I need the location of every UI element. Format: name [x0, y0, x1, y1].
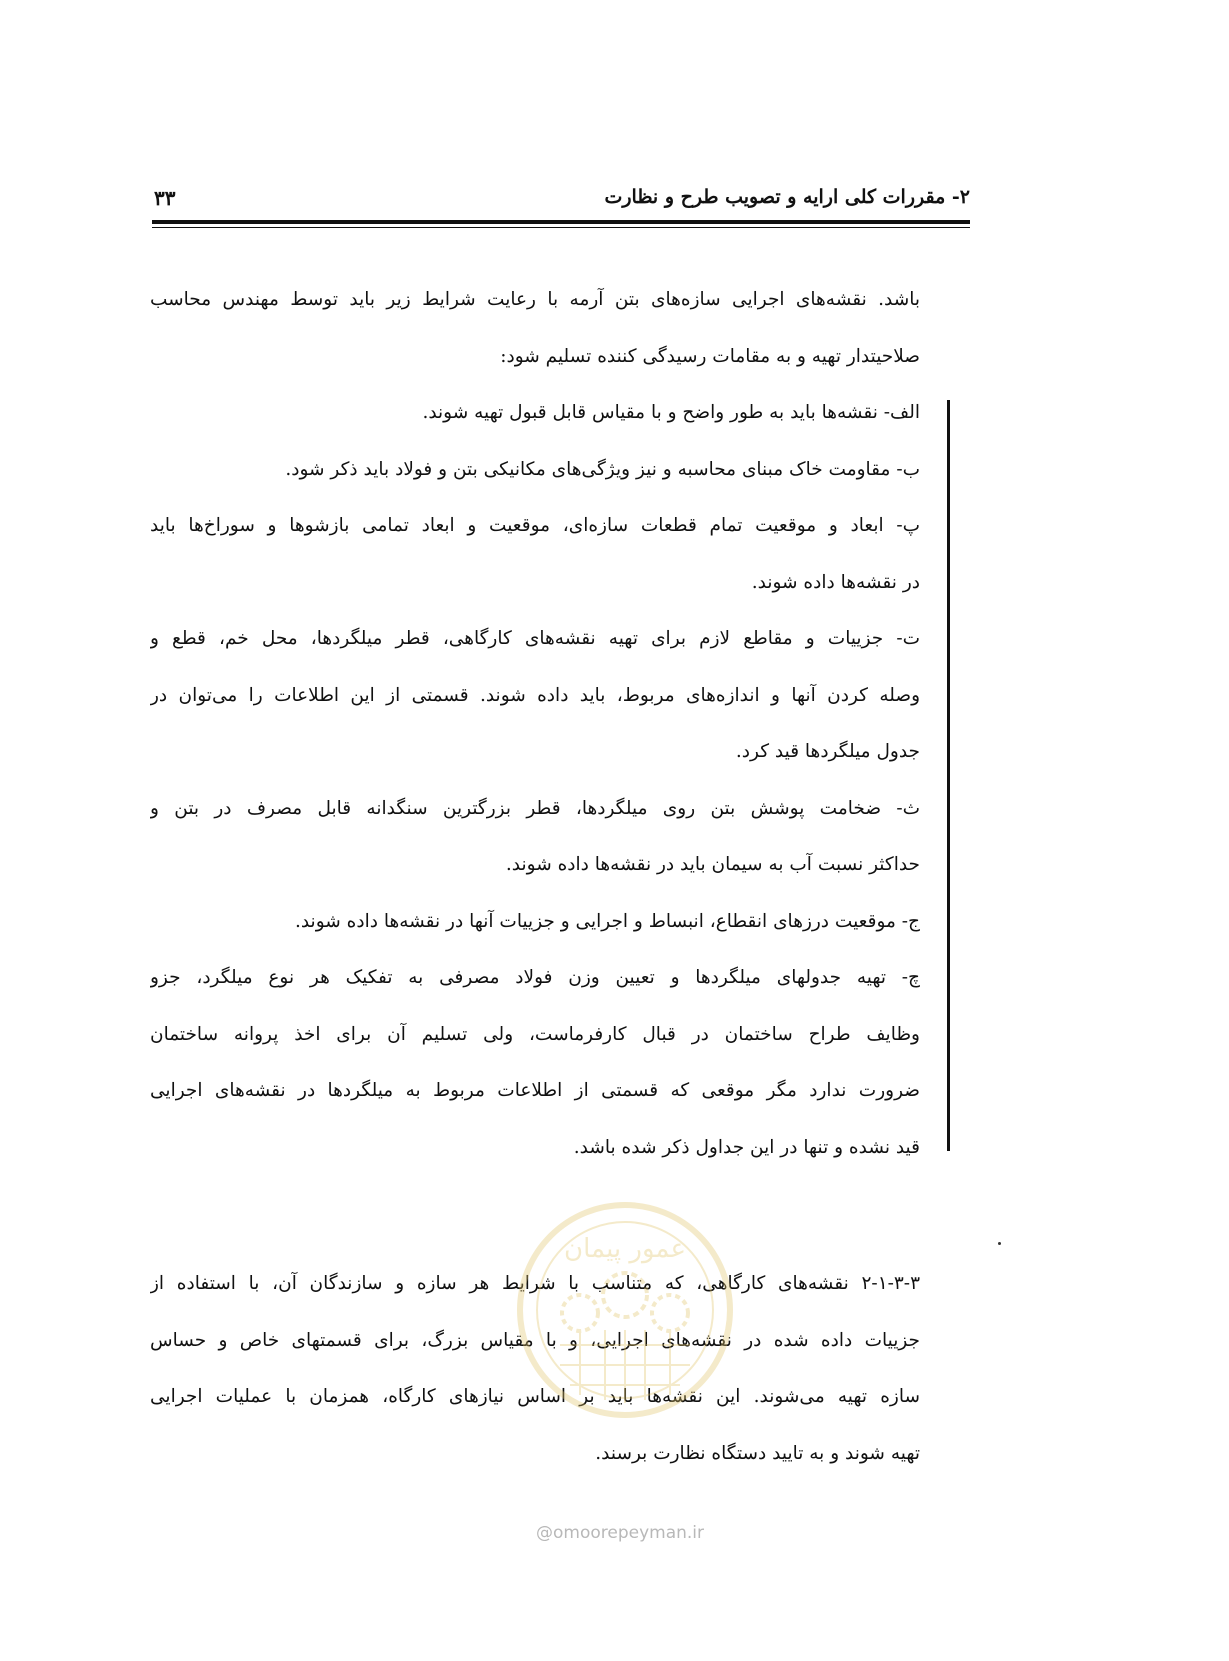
- list-item-te-cont: وصله کردن آنها و اندازه‌های مربوط، باید داده شوند. قسمتی از این اطلاعات را می‌توان در: [150, 684, 920, 706]
- list-item-se-cont: حداکثر نسبت آب به سیمان باید در نقشه‌ها داده شوند.: [505, 854, 920, 875]
- revision-bar: [947, 400, 950, 1151]
- list-item-be: ب- مقاومت خاک مبنای محاسبه و نیز ویژگی‌های مکانیکی بتن و فولاد باید ذکر شود.: [285, 458, 920, 480]
- list-item-se: ث- ضخامت پوشش بتن روی میلگردها، قطر بزرگترین سنگدانه قابل مصرف در بتن و: [150, 797, 920, 819]
- list-item-che: چ- تهیه جدولهای میلگردها و تعیین وزن فولاد مصرفی به تفکیک هر نوع میلگرد، جزو: [150, 967, 920, 988]
- margin-dot: [998, 1242, 1001, 1245]
- list-item-pe-cont: در نقشه‌ها داده شوند.: [751, 571, 920, 593]
- paragraph-line: صلاحیتدار تهیه و به مقامات رسیدگی کننده تسلیم شود:: [500, 345, 920, 367]
- list-item-che-cont: وظایف طراح ساختمان در قبال کارفرماست، ولی تسلیم آن برای اخذ پروانه ساختمان: [150, 1023, 920, 1045]
- section-line: ۲-۱-۳-۳ نقشه‌های کارگاهی، که متناسب با شرایط هر سازه و سازندگان آن، با استفاده از: [150, 1273, 920, 1294]
- list-item-te: ت- جزییات و مقاطع لازم برای تهیه نقشه‌های کارگاهی، قطر میلگردها، محل خم، قطع و: [150, 628, 920, 649]
- page-number: ۳۳: [154, 186, 176, 210]
- watermark-url: @omoorepeyman.ir: [535, 1523, 705, 1543]
- list-item-jim: ج- موقعیت درزهای انقطاع، انبساط و اجرایی و جزییات آنها در نقشه‌ها داده شوند.: [294, 910, 920, 932]
- list-item-te-cont: جدول میلگردها قید کرد.: [735, 741, 920, 762]
- page-header: [152, 186, 970, 212]
- chapter-title: ۲- مقررات کلی ارایه و تصویب طرح و نظارت: [604, 186, 970, 208]
- section-line: جزییات داده شده در نقشه‌های اجرایی، و با مقیاس بزرگ، برای قسمتهای خاص و حساس: [150, 1329, 920, 1351]
- paragraph-line: باشد. نقشه‌های اجرایی سازه‌های بتن آرمه با رعایت شرایط زیر باید توسط مهندس محاسب: [150, 289, 920, 310]
- section-line: تهیه شوند و به تایید دستگاه نظارت برسند.: [595, 1442, 920, 1464]
- list-item-alef: الف- نقشه‌ها باید به طور واضح و با مقیاس قابل قبول تهیه شوند.: [422, 402, 920, 423]
- list-item-pe: پ- ابعاد و موقعیت تمام قطعات سازه‌ای، موقعیت و ابعاد تمامی بازشوها و سوراخ‌ها باید: [150, 515, 920, 536]
- list-item-che-cont: ضرورت ندارد مگر موقعی که قسمتی از اطلاعات مربوط به میلگردها در نقشه‌های اجرایی: [150, 1080, 920, 1101]
- watermark-logo: [510, 1195, 740, 1425]
- section-line: سازه تهیه می‌شوند. این نقشه‌ها باید بر اساس نیازهای کارگاه، همزمان با عملیات اجرایی: [150, 1386, 920, 1407]
- list-item-che-cont: قید نشده و تنها در این جداول ذکر شده باشد.: [573, 1136, 920, 1158]
- watermark-logo-text: عمور پیمان: [564, 1234, 686, 1264]
- header-rule-thick: [152, 220, 970, 224]
- header-rule-thin: [152, 227, 970, 228]
